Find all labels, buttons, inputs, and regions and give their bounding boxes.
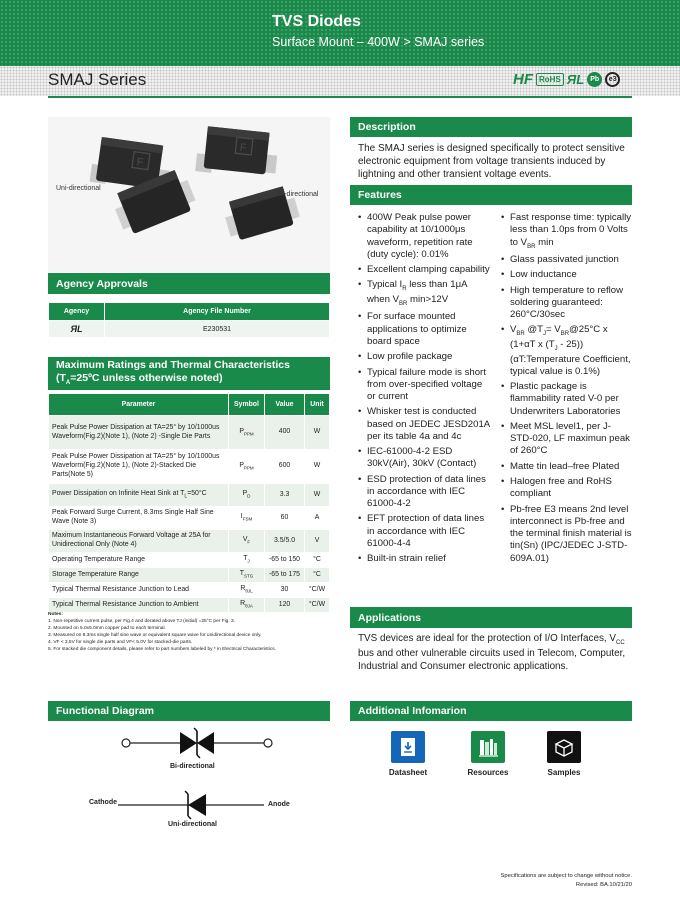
features-header: [350, 185, 632, 205]
note-item: 3. Measured on 8.3ms single half sine wave or equivalent square wave for unidirectional device only.: [48, 632, 262, 638]
diode-icon: [188, 794, 206, 816]
symbol-cell: $R_{\theta JL}$: [229, 583, 265, 598]
features-title: Features: [358, 189, 402, 201]
rohs-icon: RoHS: [536, 73, 564, 86]
notes-block: [48, 612, 338, 654]
file-number-column-header: Agency File Number: [105, 303, 330, 321]
note-item: 2. Mounted on 5.0x5.0mm copper pad to each terminal.: [48, 625, 166, 631]
symbol-cell: $I_{FSM}$: [229, 507, 265, 530]
symbol-cell: $T_J$: [229, 553, 265, 568]
unit-cell: °C: [305, 553, 330, 568]
cathode-label: Cathode: [89, 799, 117, 806]
additional-info-header: [350, 701, 632, 721]
halogen-free-icon: HF: [513, 71, 533, 88]
compliance-badges: [513, 71, 620, 88]
feature-item: • $V_{BR}$ $@T_J=$ $V_{BR}@25^\circ C$ x (1+αT x $(T_J - 25)$) (αT:Temperature Coefficient, typical value is 0.1%): [501, 324, 633, 378]
ratings-table: [48, 393, 330, 613]
table-row: [49, 450, 330, 484]
samples-link[interactable]: [534, 731, 594, 777]
feature-item: • IEC-61000-4-2 ESD 30kV(Air), 30kV (Contact): [358, 446, 492, 471]
feature-item: • Plastic package is flammability rated V-0 per Underwriters Laboratories: [501, 381, 633, 418]
diode-icon: [180, 732, 197, 754]
functional-diagram-header: [48, 701, 330, 721]
parameter-cell: Peak Forward Surge Current, 8.3ms Single Half Sine Wave (Note 3): [49, 507, 229, 530]
table-row: [49, 321, 330, 338]
feature-item: • Halogen free and RoHS compliant: [501, 476, 633, 501]
unit-cell: A: [305, 507, 330, 530]
value-cell: 120: [265, 598, 305, 613]
svg-text:F: F: [135, 156, 145, 169]
features-list-left: [358, 212, 492, 569]
datasheet-label[interactable]: Datasheet: [388, 768, 428, 777]
footer-disclaimer: Specifications are subject to change without notice.: [500, 873, 632, 879]
uni-directional-label: Uni-directional: [56, 185, 101, 192]
unit-column-header: Unit: [305, 394, 330, 416]
agency-approvals-title: Agency Approvals: [56, 277, 148, 290]
unit-cell: W: [305, 484, 330, 507]
feature-item: • Low inductance: [501, 269, 633, 281]
table-header-row: [49, 303, 330, 321]
feature-item: • Meet MSL level1, per J-STD-020, LF maximun peak of 260°C: [501, 421, 633, 458]
uni-directional-diagram-label: Uni-directional: [168, 821, 218, 828]
table-row: [49, 598, 330, 613]
terminal-icon: [122, 739, 130, 747]
feature-item: • Typical failure mode is short from over-specified voltage or current: [358, 367, 492, 404]
symbol-cell: $P_D$: [229, 484, 265, 507]
feature-item: • Typical $I_R$ less than 1μA when $V_{BR}$ min>12V: [358, 279, 492, 308]
value-cell: 60: [265, 507, 305, 530]
resources-icon[interactable]: [471, 731, 505, 763]
svg-text:F: F: [239, 141, 248, 155]
feature-item: • Built-in strain relief: [358, 553, 492, 565]
resources-link[interactable]: [458, 731, 518, 777]
unit-cell: °C/W: [305, 583, 330, 598]
value-cell: 400: [265, 416, 305, 450]
table-row: [49, 583, 330, 598]
table-row: [49, 507, 330, 530]
description-text: The SMAJ series is designed specifically to protect sensitive electronic equipment from voltage transients induced by lightning and other transient voltage events.: [358, 143, 625, 180]
ratings-title-prefix: (T: [56, 372, 66, 385]
features-list-right: [501, 212, 633, 568]
feature-item: • ESD protection of data lines in accordance with IEC 61000-4-2: [358, 474, 492, 511]
parameter-column-header: Parameter: [49, 394, 229, 416]
value-column-header: Value: [265, 394, 305, 416]
feature-item: • 400W Peak pulse power capability at 10/1000μs waveform, repetition rate (duty cycle): 0.01%: [358, 212, 492, 261]
note-item: 5. For stacked die component details, please refer to part numbers labeled by * in Electrical Characteristics.: [48, 646, 276, 652]
page-title: TVS Diodes: [272, 13, 361, 30]
value-cell: -65 to 175: [265, 568, 305, 583]
header-banner: [0, 0, 680, 66]
description-header: [350, 117, 632, 137]
bi-directional-label: Bi-directional: [278, 191, 319, 198]
lead-free-icon: Pb: [587, 72, 602, 87]
feature-item: • For surface mounted applications to optimize board space: [358, 311, 492, 348]
footer-revision: Revised: BA.10/21/20: [575, 881, 632, 888]
functional-diagram-svg: [48, 724, 330, 834]
symbol-cell: $P_{PPM}$: [229, 450, 265, 484]
value-cell: 3.3: [265, 484, 305, 507]
terminal-icon: [264, 739, 272, 747]
footer: [501, 872, 632, 889]
note-item: 4. VF < 3.5V for single die parts and VF< 5.0V for stacked-die parts.: [48, 639, 193, 645]
ratings-title-sub: A: [65, 380, 71, 387]
bi-directional-diagram-label: Bi-directional: [170, 763, 215, 770]
ratings-header: [48, 357, 330, 390]
symbol-cell: $P_{PPM}$: [229, 416, 265, 450]
agency-table: [48, 302, 330, 338]
value-cell: 3.5/5.0: [265, 530, 305, 553]
datasheet-link[interactable]: [378, 731, 438, 777]
ratings-title-line1: Maximum Ratings and Thermal Characteristics: [56, 359, 290, 372]
unit-cell: °C: [305, 568, 330, 583]
parameter-cell: Storage Temperature Range: [49, 568, 229, 583]
note-item: 1. Non-repetitive current pulse, per Fig.4 and derated above TJ (initial) =25°C per Fig. 3.: [48, 618, 236, 624]
diode-icon: [197, 732, 214, 754]
value-cell: 600: [265, 450, 305, 484]
parameter-cell: Typical Thermal Resistance Junction to Lead: [49, 583, 229, 598]
additional-info-title: Additional Infomarion: [358, 705, 467, 717]
feature-item: • Whisker test is conducted based on JEDEC JESD201A per its table 4a and 4c: [358, 406, 492, 443]
feature-item: • Pb-free E3 means 2nd level interconnect is Pb-free and the terminal finish material is tin(Sn) (IPC/JEDEC J-STD-609A.01): [501, 504, 633, 565]
resources-label[interactable]: Resources: [467, 768, 509, 777]
feature-item: • Excellent clamping capability: [358, 264, 492, 276]
series-title: SMAJ Series: [48, 70, 147, 89]
feature-item: • Glass passivated junction: [501, 254, 633, 266]
feature-item: • High temperature to reflow soldering guaranteed: 260°C/30sec: [501, 285, 633, 322]
symbol-cell: $R_{\theta JA}$: [229, 598, 265, 613]
applications-title: Applications: [358, 611, 422, 624]
ratings-title-line2: [56, 372, 223, 388]
table-row: [49, 484, 330, 507]
feature-item: • Fast response time: typically less than 1.0ps from 0 Volts to $V_{BR}$ min: [501, 212, 633, 251]
description-title: Description: [358, 121, 416, 133]
unit-cell: °C/W: [305, 598, 330, 613]
file-number-cell: E230531: [105, 321, 330, 338]
parameter-cell: Power Dissipation on Infinite Heat Sink at $T_L=50^\circ C$: [49, 484, 229, 507]
product-image: [48, 117, 330, 272]
value-cell: 30: [265, 583, 305, 598]
anode-label: Anode: [268, 801, 290, 808]
symbol-cell: $T_{STG}$: [229, 568, 265, 583]
ratings-title-suffix: =25ºC unless otherwise noted): [70, 372, 223, 385]
unit-cell: W: [305, 450, 330, 484]
ul-recognized-icon: ЯL: [566, 72, 585, 87]
feature-item: • Matte tin lead–free Plated: [501, 461, 633, 473]
parameter-cell: Maximum Instantaneous Forward Voltage at 25A for Unidirectional Only (Note 4): [49, 530, 229, 553]
table-header-row: [49, 394, 330, 416]
table-row: [49, 416, 330, 450]
parameter-cell: Peak Pulse Power Dissipation at TA=25° by 10/1000us Waveform(Fig.2)(Note 1), (Note 2)-Stacked Die Parts(Note 5): [49, 450, 229, 484]
notes-heading: Notes:: [48, 612, 63, 617]
series-rule: [48, 96, 632, 98]
parameter-cell: Peak Pulse Power Dissipation at TA=25° by 10/1000us Waveform(Fig.2)(Note 1), (Note 2) -Single Die Parts: [49, 416, 229, 450]
e3-icon: e3: [605, 72, 620, 87]
samples-icon[interactable]: [547, 731, 581, 763]
value-cell: -65 to 150: [265, 553, 305, 568]
samples-label[interactable]: Samples: [547, 768, 581, 777]
symbol-column-header: Symbol: [229, 394, 265, 416]
table-row: [49, 568, 330, 583]
parameter-cell: Typical Thermal Resistance Junction to Ambient: [49, 598, 229, 613]
symbol-cell: $V_F$: [229, 530, 265, 553]
unit-cell: W: [305, 416, 330, 450]
table-row: [49, 553, 330, 568]
table-row: [49, 530, 330, 553]
functional-diagram-title: Functional Diagram: [56, 705, 155, 717]
agency-column-header: Agency: [49, 303, 105, 321]
applications-text: TVS devices are ideal for the protection of I/O Interfaces, $V_{CC}$ bus and other vulnerable circuits used in Telecom, Computer, Industrial and Consumer electronic applications.: [358, 633, 626, 672]
parameter-cell: Operating Temperature Range: [49, 553, 229, 568]
ul-logo-icon: ЯL: [49, 321, 105, 338]
applications-header: [350, 607, 632, 628]
agency-approvals-header: [48, 273, 330, 294]
unit-cell: V: [305, 530, 330, 553]
datasheet-icon[interactable]: [391, 731, 425, 763]
feature-item: • EFT protection of data lines in accordance with IEC 61000-4-4: [358, 513, 492, 550]
feature-item: • Low profile package: [358, 351, 492, 363]
page-subtitle: Surface Mount – 400W > SMAJ series: [272, 35, 485, 49]
